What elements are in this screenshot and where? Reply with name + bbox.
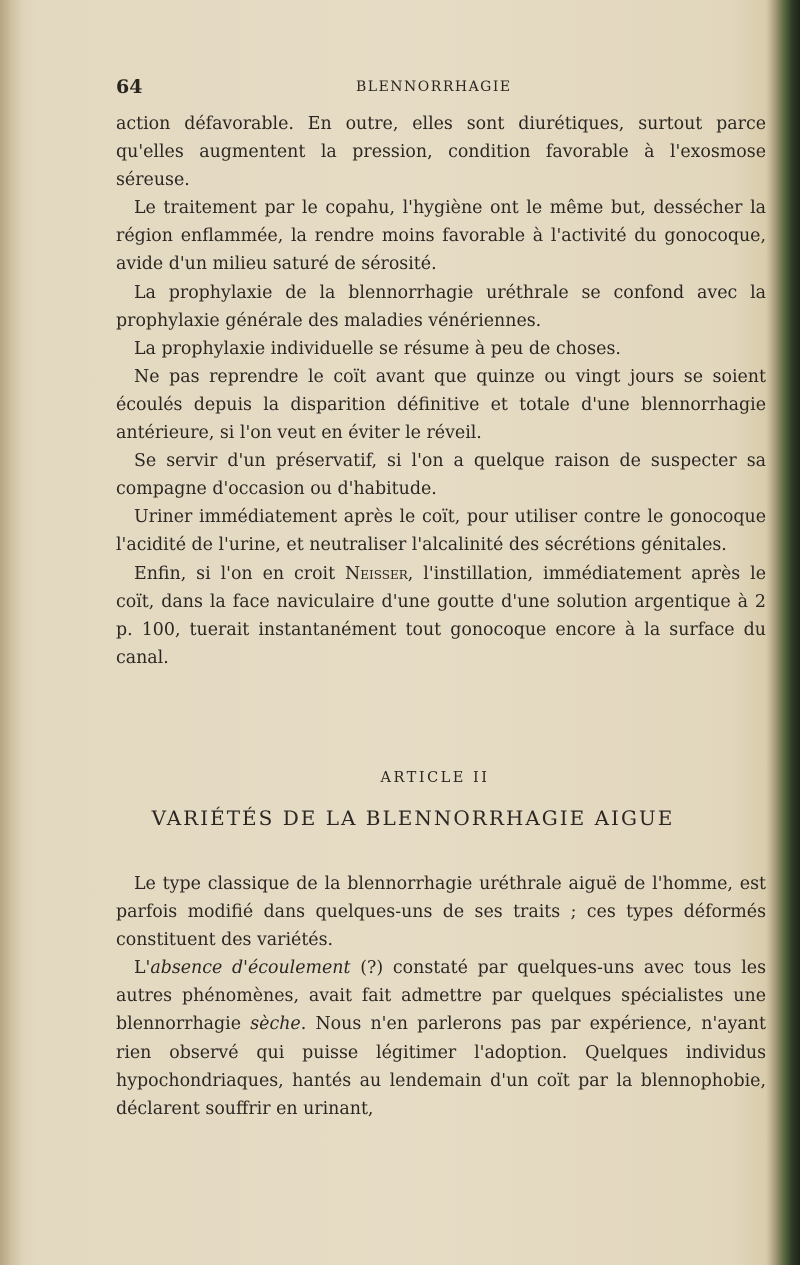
page-edge-stain <box>0 0 24 1265</box>
paragraph: La prophylaxie individuelle se résume à peu de choses. <box>134 338 621 359</box>
book-gutter <box>766 0 800 1265</box>
author-name: Neisser <box>345 563 408 584</box>
paragraph: La prophylaxie de la blennorrhagie uréthrale se confond avec la prophylaxie générale des maladies vénériennes. <box>116 282 766 331</box>
running-header <box>0 76 800 100</box>
section-title: VARIÉTÉS DE LA BLENNORRHAGIE AIGUE <box>151 806 675 830</box>
paragraph <box>116 560 766 672</box>
paragraph: Le type classique de la blennorrhagie uréthrale aiguë de l'homme, est parfois modifié dans quelques-uns de ses traits ; ces types déformés constituent des variétés. <box>116 874 766 951</box>
paragraph: Ne pas reprendre le coït avant que quinze ou vingt jours se soient écoulés depuis la disparition définitive et totale d'une blennorrhagie antérieure, si l'on veut en éviter le réveil. <box>116 366 766 444</box>
italic-term: absence d'écoulement <box>150 958 351 979</box>
paragraph-text: Enfin, si l'on en croit <box>134 563 346 584</box>
paragraph: Le traitement par le copahu, l'hygiène ont le même but, dessécher la région enflammée, la rendre moins favorable à l'activité du gonocoque, avide d'un milieu saturé de sérosité. <box>116 198 766 275</box>
page-number: 64 <box>116 76 143 98</box>
main-text <box>116 110 766 672</box>
paragraph-text: . Nous n'en parlerons pas par expérience, n'ayant rien observé qui puisse légitimer l'adoption. Quelques individus hypochondriaques, hantés au lendemain d'un coït par la blennophobie, déclarent souffrir en urinant, <box>116 1014 766 1119</box>
paragraph <box>116 954 766 1123</box>
italic-term: sèche <box>250 1014 301 1035</box>
paragraph-text: , l'instillation, immédiatement après le coït, dans la face naviculaire d'une goutte d'une solution argentique à 2 p. 100, tuerait instantanément tout gonocoque encore à la surface du canal. <box>116 563 766 668</box>
running-title: BLENNORRHAGIE <box>356 79 512 95</box>
paragraph: Se servir d'un préservatif, si l'on a quelque raison de suspecter sa compagne d'occasion ou d'habitude. <box>116 451 766 500</box>
section-text <box>116 870 766 1123</box>
paragraph-text: L' <box>134 958 151 979</box>
article-heading <box>0 770 800 830</box>
paragraph: action défavorable. En outre, elles sont diurétiques, surtout parce qu'elles augmentent la pression, condition favorable à l'exosmose séreuse. <box>116 114 766 191</box>
paragraph: Uriner immédiatement après le coït, pour utiliser contre le gonocoque l'acidité de l'urine, et neutraliser l'alcalinité des sécrétions génitales. <box>116 507 766 556</box>
paragraph-text: (?) constaté par quelques-uns avec tous les autres phénomènes, avait fait admettre par quelques spécialistes une blennorrhagie <box>116 958 766 1035</box>
article-label: ARTICLE II <box>380 770 490 786</box>
